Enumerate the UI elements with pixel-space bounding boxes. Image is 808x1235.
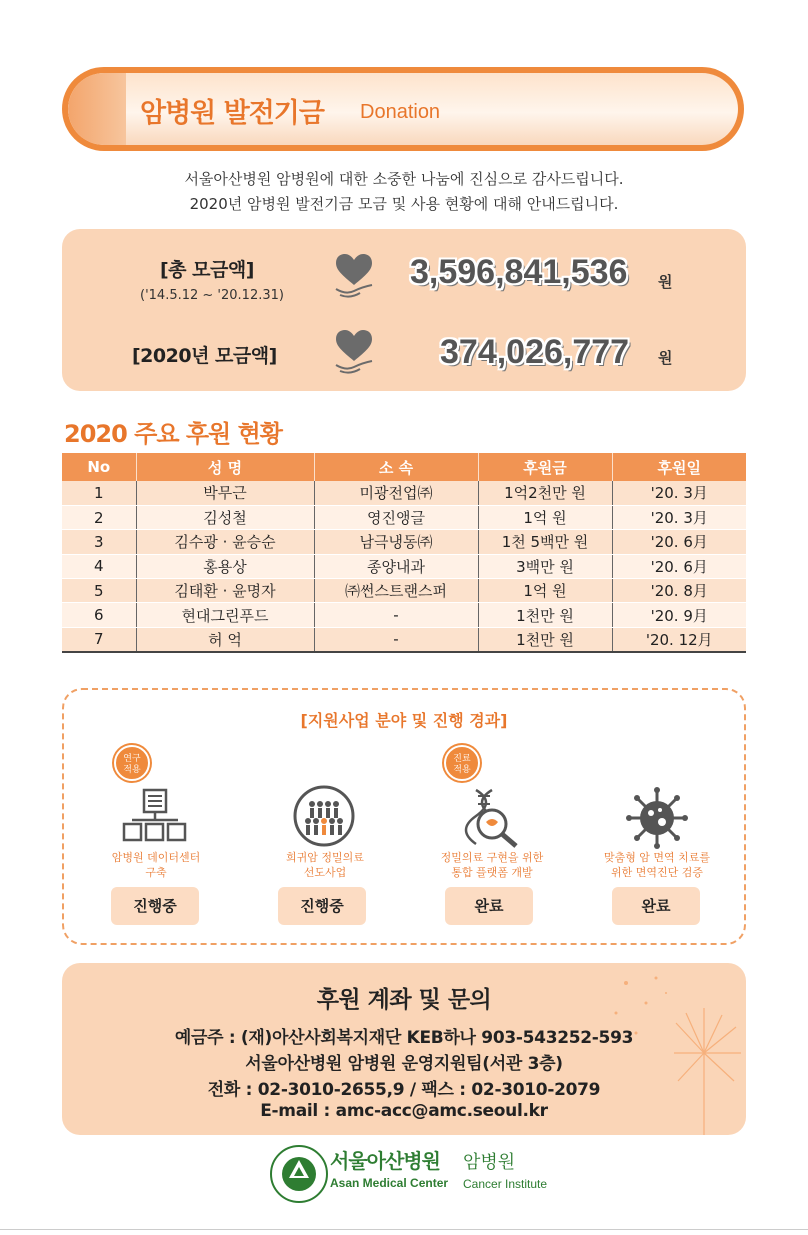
- table-cell: 3: [62, 530, 136, 554]
- contact-team: 서울아산병원 암병원 운영지원팀(서관 3층): [245, 1054, 563, 1074]
- table-row: [62, 530, 746, 554]
- bottom-divider: [0, 1229, 808, 1230]
- table-cell: 김성철: [136, 505, 314, 529]
- clinic-badge: [444, 745, 480, 781]
- table-cell: '20. 12月: [612, 627, 746, 651]
- table-row: [62, 554, 746, 578]
- label-line: 정밀의료 구현을 위한: [440, 851, 544, 864]
- badge-label: 연구 적용: [123, 754, 141, 775]
- table-cell: -: [314, 603, 478, 627]
- label-line: 선도사업: [303, 866, 347, 879]
- table-cell: -: [314, 627, 478, 651]
- table-cell: '20. 6月: [612, 530, 746, 554]
- support-item-label: [582, 850, 732, 880]
- table-cell: '20. 6月: [612, 554, 746, 578]
- year-amount: 374,026,777: [440, 333, 630, 371]
- table-cell: ㈜썬스트랜스퍼: [314, 579, 478, 603]
- contact-account: 예금주 : (재)아산사회복지재단 KEB하나 903-543252-593: [174, 1028, 634, 1048]
- column-header: 후원금: [478, 453, 612, 481]
- table-cell: 1천 5백만 원: [478, 530, 612, 554]
- table-cell: 6: [62, 603, 136, 627]
- table-cell: '20. 3月: [612, 505, 746, 529]
- column-header: 성 명: [136, 453, 314, 481]
- column-header: 후원일: [612, 453, 746, 481]
- table-cell: 4: [62, 554, 136, 578]
- table-cell: 3백만 원: [478, 554, 612, 578]
- contact-panel: [62, 963, 746, 1135]
- contact-email[interactable]: E-mail : amc-acc@amc.seoul.kr: [260, 1101, 548, 1121]
- table-cell: 홍용상: [136, 554, 314, 578]
- table-row: [62, 627, 746, 651]
- year-label: [2020년 모금액]: [132, 345, 277, 367]
- table-cell: 7: [62, 627, 136, 651]
- contact-phone: 전화 : 02-3010-2655,9 / 팩스 : 02-3010-2079: [207, 1080, 601, 1100]
- header-banner: [62, 67, 744, 151]
- table-cell: 미광전업㈜: [314, 481, 478, 505]
- page-subtitle: Donation: [360, 101, 441, 123]
- table-cell: '20. 3月: [612, 481, 746, 505]
- status-badge: 진행중: [111, 887, 199, 925]
- table-cell: 5: [62, 579, 136, 603]
- support-panel: [62, 688, 746, 945]
- table-cell: 1억 원: [478, 579, 612, 603]
- status-badge: 완료: [612, 887, 700, 925]
- support-item-label: [81, 850, 231, 880]
- table-row: [62, 481, 746, 505]
- virus-icon: [622, 786, 692, 850]
- institute-name-ko: 암병원: [463, 1152, 516, 1173]
- hospital-name-en: Asan Medical Center: [330, 1176, 449, 1190]
- data-center-icon: [120, 786, 190, 850]
- total-amount: 3,596,841,536: [410, 253, 628, 291]
- table-cell: 1억 원: [478, 505, 612, 529]
- institute-name-en: Cancer Institute: [463, 1177, 548, 1191]
- header-inner: [68, 73, 738, 145]
- total-unit: 원: [658, 273, 673, 291]
- table-cell: 김태환 · 윤명자: [136, 579, 314, 603]
- table-cell: 박무근: [136, 481, 314, 505]
- table-cell: 1천만 원: [478, 627, 612, 651]
- table-cell: 허 억: [136, 627, 314, 651]
- label-line: 암병원 데이터센터: [111, 851, 201, 864]
- table-cell: 남극냉동㈜: [314, 530, 478, 554]
- year-unit: 원: [658, 349, 673, 367]
- hospital-name-ko: 서울아산병원: [330, 1149, 440, 1173]
- support-title: [지원사업 분야 및 진행 경과]: [300, 711, 508, 730]
- table-cell: 1천만 원: [478, 603, 612, 627]
- table-header-row: [62, 453, 746, 481]
- label-line: 구축: [145, 866, 167, 879]
- status-badge: 완료: [445, 887, 533, 925]
- total-period: ('14.5.12 ~ '20.12.31): [140, 288, 284, 303]
- dna-magnifier-icon: [456, 786, 526, 850]
- people-group-icon: [289, 784, 359, 848]
- badge-label: 진료 적용: [453, 754, 471, 775]
- table-cell: 김수광 · 윤승순: [136, 530, 314, 554]
- page-title: 암병원 발전기금: [140, 98, 324, 129]
- column-header: No: [62, 453, 136, 481]
- totals-panel: [62, 229, 746, 391]
- donors-title: 2020 주요 후원 현황: [64, 420, 282, 448]
- support-item-label: [250, 850, 400, 880]
- table-cell: '20. 8月: [612, 579, 746, 603]
- asan-foundation-logo: [268, 1143, 330, 1205]
- status-badge: 진행중: [278, 887, 366, 925]
- table-cell: 종양내과: [314, 554, 478, 578]
- contact-title: 후원 계좌 및 문의: [316, 987, 492, 1013]
- table-row: [62, 603, 746, 627]
- heart-hand-icon: [332, 251, 376, 299]
- intro-line-1: 서울아산병원 암병원에 대한 소중한 나눔에 진심으로 감사드립니다.: [184, 170, 624, 188]
- label-line: 맞춤형 암 면역 치료를: [603, 851, 711, 864]
- column-header: 소 속: [314, 453, 478, 481]
- heart-hand-icon: [332, 327, 376, 375]
- intro-line-2: 2020년 암병원 발전기금 모금 및 사용 현황에 대해 안내드립니다.: [189, 195, 619, 213]
- table-row: [62, 579, 746, 603]
- donors-table: [62, 453, 746, 653]
- total-label: [총 모금액]: [160, 259, 254, 281]
- label-line: 위한 면역진단 검증: [610, 866, 703, 879]
- table-cell: 영진앵글: [314, 505, 478, 529]
- table-cell: 현대그린푸드: [136, 603, 314, 627]
- label-line: 통합 플랫폼 개발: [451, 866, 533, 879]
- header-accent: [68, 73, 126, 145]
- table-cell: 2: [62, 505, 136, 529]
- label-line: 희귀암 정밀의료: [286, 851, 364, 864]
- table-cell: 1억2천만 원: [478, 481, 612, 505]
- support-item-label: [417, 850, 567, 880]
- table-cell: '20. 9月: [612, 603, 746, 627]
- table-cell: 1: [62, 481, 136, 505]
- table-row: [62, 505, 746, 529]
- research-badge: [114, 745, 150, 781]
